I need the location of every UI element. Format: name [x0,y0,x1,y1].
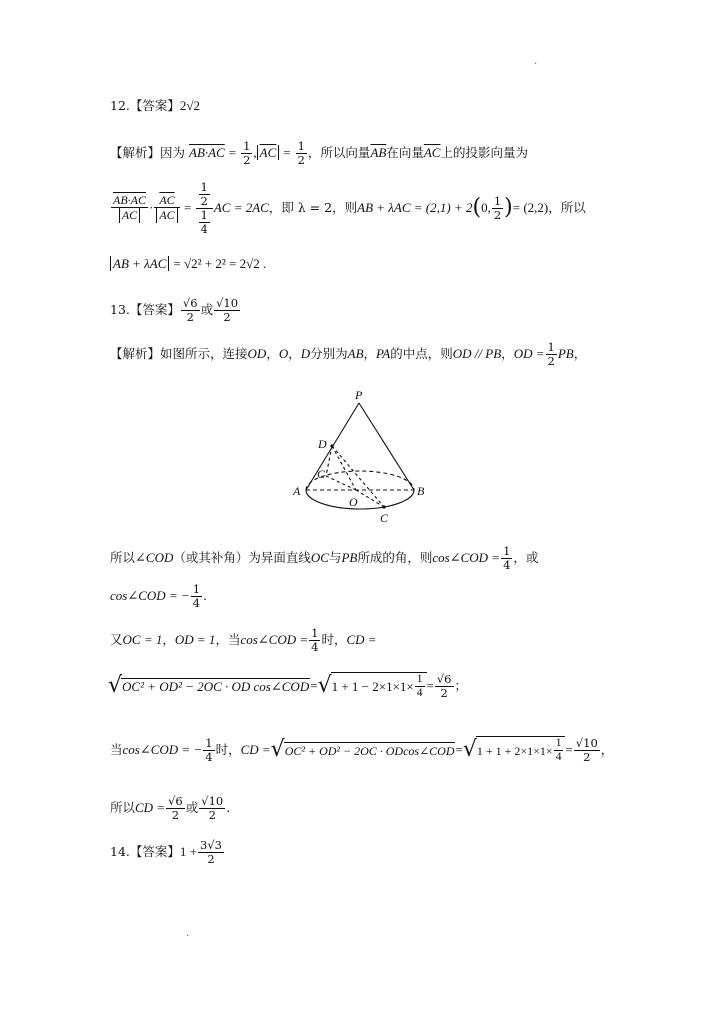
fraction-denominator: 4 [503,557,511,572]
math-expr: PB [557,346,574,361]
fraction-numerator: √10 [216,295,239,310]
text: 时， [215,742,241,757]
corner-mark: . [186,928,190,939]
answer-label: 【答案】 [129,302,180,317]
fraction [214,297,240,324]
math-expr: OC² + OD² − 2OC · ODcos∠COD [284,743,455,758]
answer-value: 2√2 [179,98,201,113]
fraction [492,195,503,222]
text: ； [454,678,468,693]
math-expr: OC [310,550,329,565]
q13-analysis-line9 [110,790,230,826]
text: 所成的角，则 [357,550,433,565]
label-c: C [380,511,389,525]
math-eq: = [228,145,237,160]
sqrt-icon: √ [270,737,285,762]
fraction-numerator: 1 [547,339,555,354]
math-expr: 1 + [179,844,197,859]
text: ，当 [215,632,241,647]
fraction [199,181,210,208]
fraction-numerator: 3√3 [200,837,222,852]
text: . [203,588,208,603]
math-expr: OD [247,346,267,361]
fraction-numerator: √10 [201,793,224,808]
fraction [191,583,202,610]
label-p: P [355,388,363,402]
fraction-numerator: $\overline{AC}$ [154,194,179,208]
segment-do [332,446,356,490]
fraction [296,140,307,167]
fraction-numerator [196,181,213,209]
abs-value: AB + λAC [110,256,169,271]
fraction [198,839,224,866]
text: 在向量 [386,145,424,160]
fraction-denominator: 2 [207,851,215,866]
fraction-denominator: 2 [171,807,180,822]
math-expr: AB [347,346,364,361]
abs-value: AC [156,208,177,223]
math-eq: = [565,742,573,757]
text: 或 [200,302,214,317]
q12-analysis-line2: $\frac{AB\cdot AC}{AC}$ · $\frac{\overline{AC}}{AC}$ = $\frac{\frac{1}{2}}{\frac{1}{4}}$ AC = 2AC ，即 λ = 2，则 AB + λAC = (2,1) + 2 ( 0, $\frac{1}{2}$ ) = (2,2) ，所以 [113,179,586,236]
math-expr: PB [341,550,358,565]
q14-answer-line [110,834,225,870]
math-expr: CD = [346,632,377,647]
base-front-arc [306,490,414,509]
text: ， [288,346,301,361]
fraction-denominator: 2 [186,309,194,324]
text: （或其补角）为异面直线 [173,550,311,565]
compound-fraction [196,181,213,236]
fraction [154,194,179,223]
text: . [226,800,231,815]
math-expr: AB + λAC = (2,1) + 2 [357,200,473,215]
math-expr: cos∠COD = − [122,742,203,757]
fraction-numerator: AB·AC [113,192,146,207]
sqrt-icon: √ [108,673,123,698]
fraction-numerator: √6 [436,671,452,686]
math-expr: 1 + 1 − 2×1×1× [331,678,414,694]
fraction-denominator: 2 [583,749,591,764]
math-expr: CD = [240,742,271,757]
q13-answer-line [110,292,241,328]
fraction-denominator: 2 [223,309,231,324]
analysis-label: 【解析】 [110,346,161,361]
math-expr: ∠COD [135,550,174,565]
fraction [203,737,214,764]
analysis-label: 【解析】 [110,145,161,160]
math-expr: AB·AC [189,145,225,160]
math-expr: OD // PB [452,346,502,361]
math-eq: = [426,678,434,693]
q13-analysis-line4 [110,542,538,574]
math-expr: cos∠COD = − [110,588,190,603]
question-number: 13. [110,302,130,317]
sqrt-radicand [331,672,427,700]
fraction-denominator: 4 [555,751,562,763]
text: ， [363,346,377,361]
text: ， [162,632,175,647]
text: 时， [321,632,347,647]
segment-dc [332,446,384,507]
label-d: D [318,437,327,451]
corner-mark: . [534,56,538,67]
fraction-denominator: 4 [205,749,213,764]
q13-analysis-line7 [108,668,467,704]
answer-label: 【答案】 [129,98,180,113]
fraction-numerator: 1 [555,737,562,749]
answer-label: 【答案】 [129,844,180,859]
fraction-denominator: 4 [416,687,423,699]
math-eq: = [455,742,463,757]
fraction-numerator: √10 [575,735,598,750]
fraction-numerator: 1 [200,179,208,194]
math-expr: cos∠COD = [432,550,501,565]
fraction-numerator: 1 [200,207,208,222]
text: 所以 [110,550,136,565]
text: ， [266,346,279,361]
math-expr: 0, [481,200,491,215]
fraction-denominator: 4 [200,221,208,236]
fraction [241,140,252,167]
math-expr: D [300,346,311,361]
math-expr: OC² + OD² − 2OC · OD cos∠COD [122,678,310,694]
text: ，所以 [548,200,586,215]
label-c1: C' [317,467,328,481]
label-b: B [417,484,425,498]
text: 因为 [160,145,186,160]
q12-analysis-line1: 【解析】因为 AB·AC = $\frac{1}{2}$ , $\overline{AC}$ = $\frac{1}{2}$ ，所以向量$\overline{AB}$在向量$\overline{AC}$上的投影向量为 [110,139,528,167]
fraction-numerator: 1 [311,625,319,640]
fraction-denominator: 2 [297,153,305,167]
math-expr: PA [376,346,391,361]
math-expr: O [278,346,289,361]
text: 分别为 [310,346,348,361]
math-vector: $\overline{AC}$ [423,145,441,160]
q13-analysis-line6 [110,624,377,656]
question-number: 14. [110,844,130,859]
abs-value: AC [119,208,140,223]
fraction [111,194,148,223]
fraction-denominator: 2 [200,193,208,208]
fraction [574,737,600,764]
fraction-numerator: √6 [182,295,198,310]
label-a: A [293,484,301,498]
math-expr: 1 + 1 + 2×1×1× [476,743,553,758]
text: 上的投影向量为 [440,145,528,160]
fraction [415,673,425,700]
fraction-denominator: 4 [192,595,201,610]
fraction [181,297,200,324]
paren-left: ( [472,195,482,220]
fraction-denominator [154,208,179,223]
q12-answer-line [110,98,200,114]
point-d [330,444,333,447]
math-expr: cos∠COD = [240,632,309,647]
text: 当 [110,742,123,757]
text: 与 [328,550,342,565]
fraction [199,209,210,236]
fraction-numerator: 1 [243,139,251,153]
fraction-numerator: 1 [416,673,423,685]
math-vector: $\overline{AB}$ [370,145,387,160]
fraction [166,795,185,822]
text: ，即 λ = 2，则 [268,200,358,215]
text: 又 [110,632,123,647]
cone-edge-pb [359,403,414,490]
fraction-numerator: 1 [493,193,502,208]
q13-analysis-line8 [110,732,613,768]
sqrt-icon: √ [462,737,477,762]
fraction-numerator: √6 [168,793,183,808]
abs-value: $\overline{AC}$ [257,145,280,160]
text: 如图所示，连接 [160,346,248,361]
fraction [199,795,225,822]
math-eq: = [310,678,318,693]
fraction-numerator: 1 [205,735,213,750]
fraction-numerator: 1 [297,139,305,153]
fraction-denominator: 2 [493,207,502,222]
fraction-numerator: 1 [192,581,201,596]
fraction-denominator [196,209,213,236]
segment-oc [356,490,384,507]
fraction-numerator: 1 [503,543,511,558]
text: ， [600,742,614,757]
fraction-denominator: 2 [208,807,216,822]
text: 的中点，则 [390,346,453,361]
text: ， [573,346,587,361]
fraction [435,673,454,700]
text: ， [501,346,514,361]
text: 或 [185,800,199,815]
text: ，或 [513,550,539,565]
text: 所以 [110,800,136,815]
cone-figure [286,386,436,528]
math-expr: AC = 2AC [213,200,269,215]
paren-right: ) [504,195,513,220]
math-expr: OD = [513,346,545,361]
sqrt-icon: √ [317,673,332,698]
segment-c1o [326,476,356,490]
question-number: 12. [110,98,130,113]
sqrt-radicand [476,736,566,764]
fraction [554,737,564,764]
fraction [309,627,320,654]
fraction-denominator [111,208,148,223]
fraction-denominator: 4 [311,639,319,654]
fraction-denominator: 2 [440,685,448,700]
q12-analysis-line3 [110,256,266,272]
text: ，所以向量 [307,145,371,160]
fraction [546,341,557,368]
math-expr: = (2,2) [512,200,549,215]
fraction [501,545,512,572]
math-expr: CD = [135,800,166,815]
fraction-denominator: 2 [243,153,251,167]
math-expr: OD = 1 [174,632,216,647]
math-expr: = √2² + 2² = 2√2 . [173,256,267,271]
point-c [382,505,385,508]
q13-analysis-line1 [110,338,586,370]
label-o: O [349,495,358,509]
fraction-denominator: 2 [547,353,555,368]
math-expr: OC = 1 [122,632,163,647]
q13-analysis-line5 [110,580,207,612]
